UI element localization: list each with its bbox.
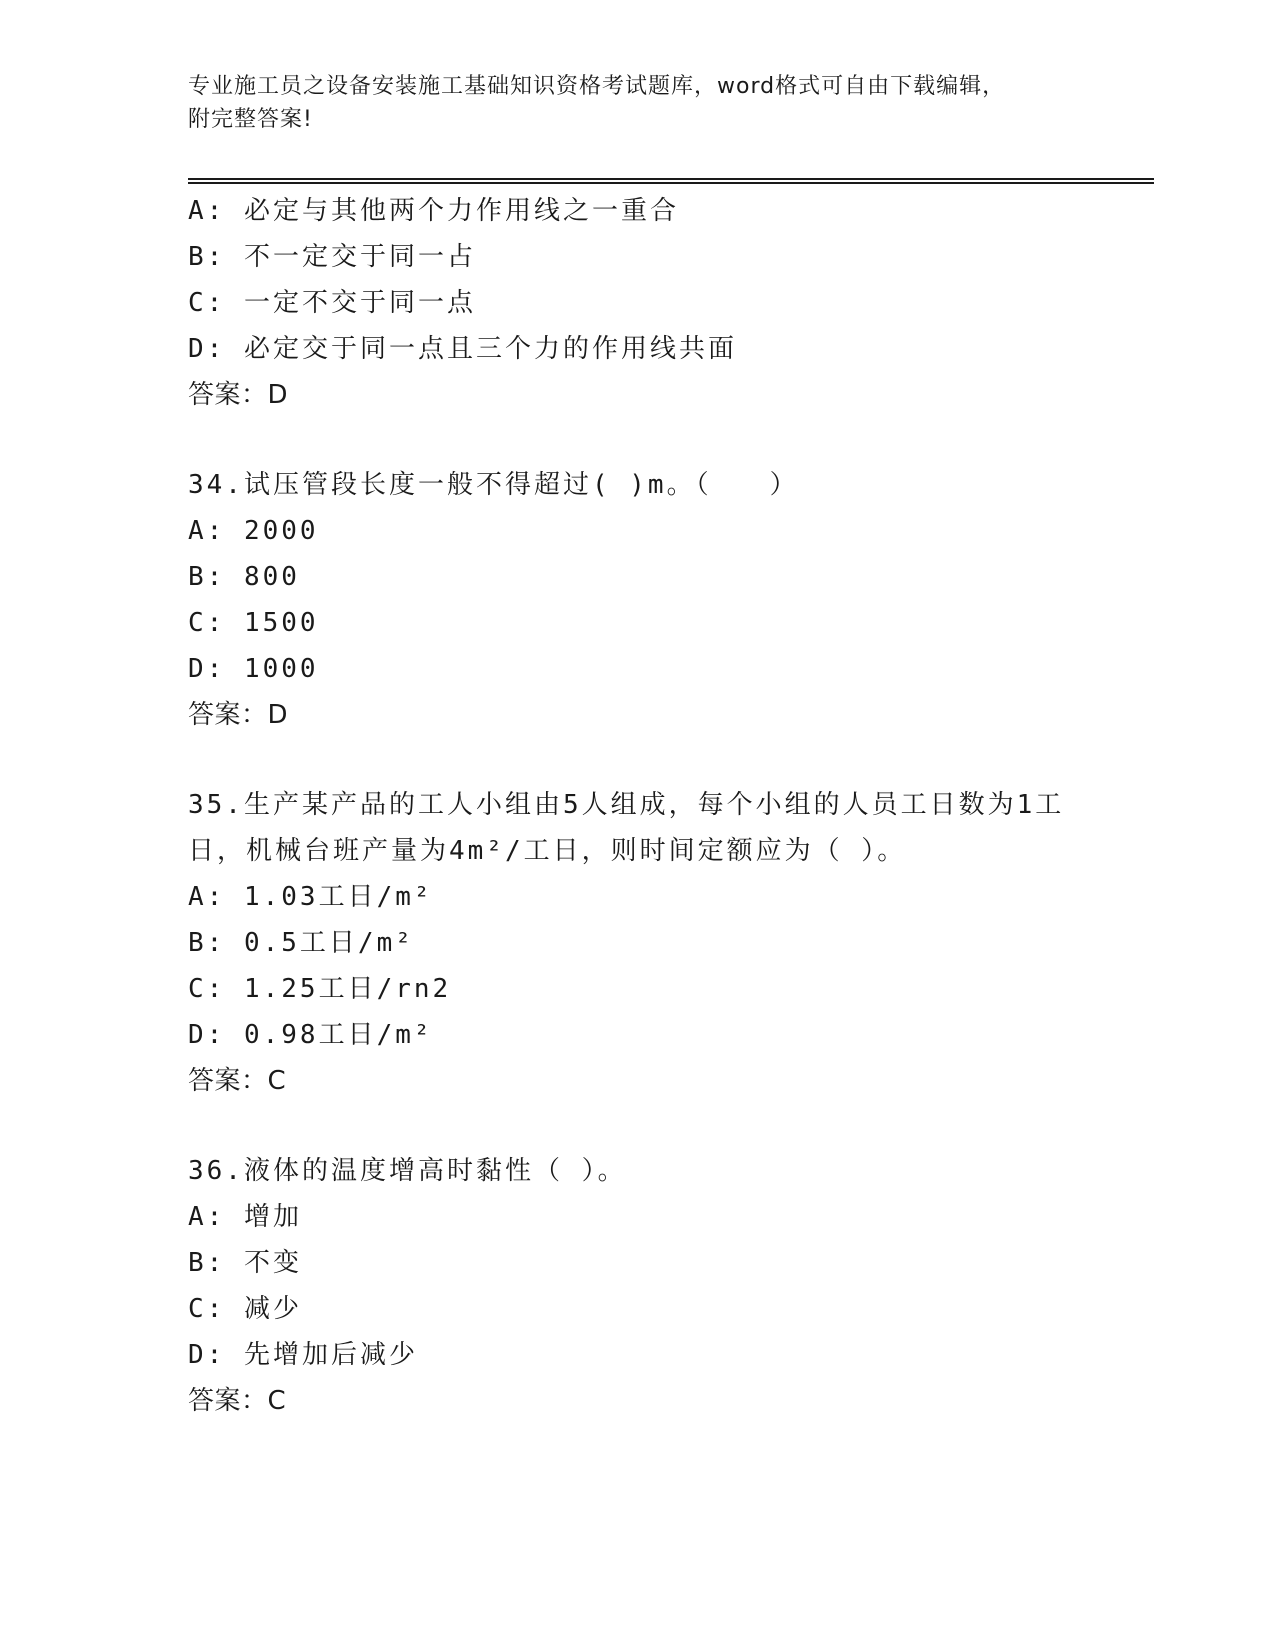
answer: 答案：C	[188, 1066, 287, 1096]
option-c: C: 一定不交于同一点	[188, 288, 476, 318]
answer: 答案：D	[188, 380, 289, 410]
option-d: D: 0.98工日/m²	[188, 1020, 433, 1050]
option-c: C: 1500	[188, 608, 319, 638]
answer: 答案：D	[188, 700, 289, 730]
option-a: A: 1.03工日/m²	[188, 882, 433, 912]
option-b: B: 不一定交于同一占	[188, 242, 476, 272]
question-33-tail	[188, 188, 1154, 418]
document-header: 专业施工员之设备安装施工基础知识资格考试题库，word格式可自由下载编辑， 附完整答案!	[188, 74, 1006, 132]
option-d: D: 1000	[188, 654, 319, 684]
option-d: D: 必定交于同一点且三个力的作用线共面	[188, 334, 737, 364]
option-b: B: 800	[188, 562, 300, 592]
divider-line-bottom	[188, 182, 1154, 184]
question-text: 36.液体的温度增高时黏性（ ）。	[188, 1156, 627, 1186]
question-text-line-1: 35.生产某产品的工人小组由5人组成，每个小组的人员工日数为1工	[188, 790, 1065, 820]
option-a: A: 必定与其他两个力作用线之一重合	[188, 196, 679, 226]
question-text: 34.试压管段长度一般不得超过( )m。（ ）	[188, 470, 799, 500]
option-c: C: 1.25工日/rn2	[188, 974, 452, 1004]
header-divider	[188, 178, 1154, 186]
option-d: D: 先增加后减少	[188, 1340, 418, 1370]
option-b: B: 不变	[188, 1248, 302, 1278]
option-a: A: 2000	[188, 516, 319, 546]
question-text-line-2: 日，机械台班产量为4m²/工日，则时间定额应为（ ）。	[188, 836, 907, 866]
question-36	[188, 1148, 1154, 1424]
question-34	[188, 462, 1154, 738]
option-b: B: 0.5工日/m²	[188, 928, 414, 958]
question-list	[188, 188, 1154, 1424]
option-c: C: 减少	[188, 1294, 302, 1324]
question-35	[188, 782, 1154, 1104]
option-a: A: 增加	[188, 1202, 302, 1232]
answer: 答案：C	[188, 1386, 287, 1416]
divider-line-top	[188, 178, 1154, 180]
